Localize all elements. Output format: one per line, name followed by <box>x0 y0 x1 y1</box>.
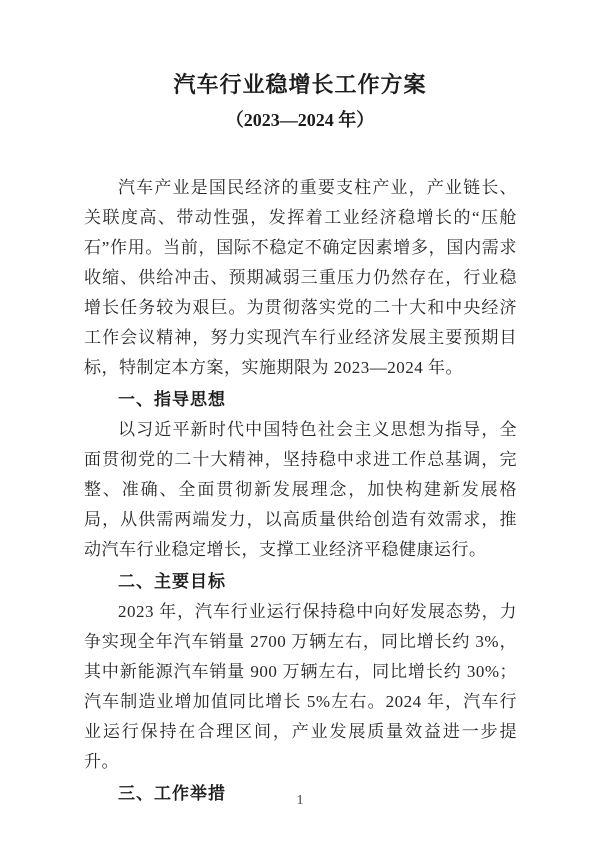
page-number: 1 <box>296 793 304 808</box>
section-heading-work-measures: 三、工作举措 <box>118 784 226 803</box>
section-paragraph: 2023 年，汽车行业运行保持稳中向好发展态势，力争实现全年汽车销量 2700 万辆左右，同比增长约 3%，其中新能源汽车销量 900 万辆左右，同比增长约 30%；汽车制造业增加值同比增长 5%左右。2024 年，汽车行业运行保持在合理区间，产业发展质量效益进一步提升。 <box>84 602 517 771</box>
intro-paragraph: 汽车产业是国民经济的重要支柱产业，产业链长、关联度高、带动性强，发挥着工业经济稳增长的“压舱石”作用。当前，国际不稳定不确定因素增多，国内需求收缩、供给冲击、预期减弱三重压力仍然存在，行业稳增长任务较为艰巨。为贯彻落实党的二十大和中央经济工作会议精神，努力实现汽车行业经济发展主要预期目标，特制定本方案，实施期限为 2023—2024 年。 <box>84 178 517 377</box>
page-title: 汽车行业稳增长工作方案 <box>173 72 427 97</box>
section-paragraph: 以习近平新时代中国特色社会主义思想为指导，全面贯彻党的二十大精神，坚持稳中求进工作总基调，完整、准确、全面贯彻新发展理念，加快构建新发展格局，从供需两端发力，以高质量供给创造有效需求，推动汽车行业稳定增长，支撑工业经济平稳健康运行。 <box>84 420 517 559</box>
document-body <box>84 173 517 809</box>
section-heading-guiding-ideology: 一、指导思想 <box>118 390 226 409</box>
page-subtitle: （2023—2024 年） <box>225 110 375 130</box>
section-heading-main-goals: 二、主要目标 <box>118 572 226 591</box>
